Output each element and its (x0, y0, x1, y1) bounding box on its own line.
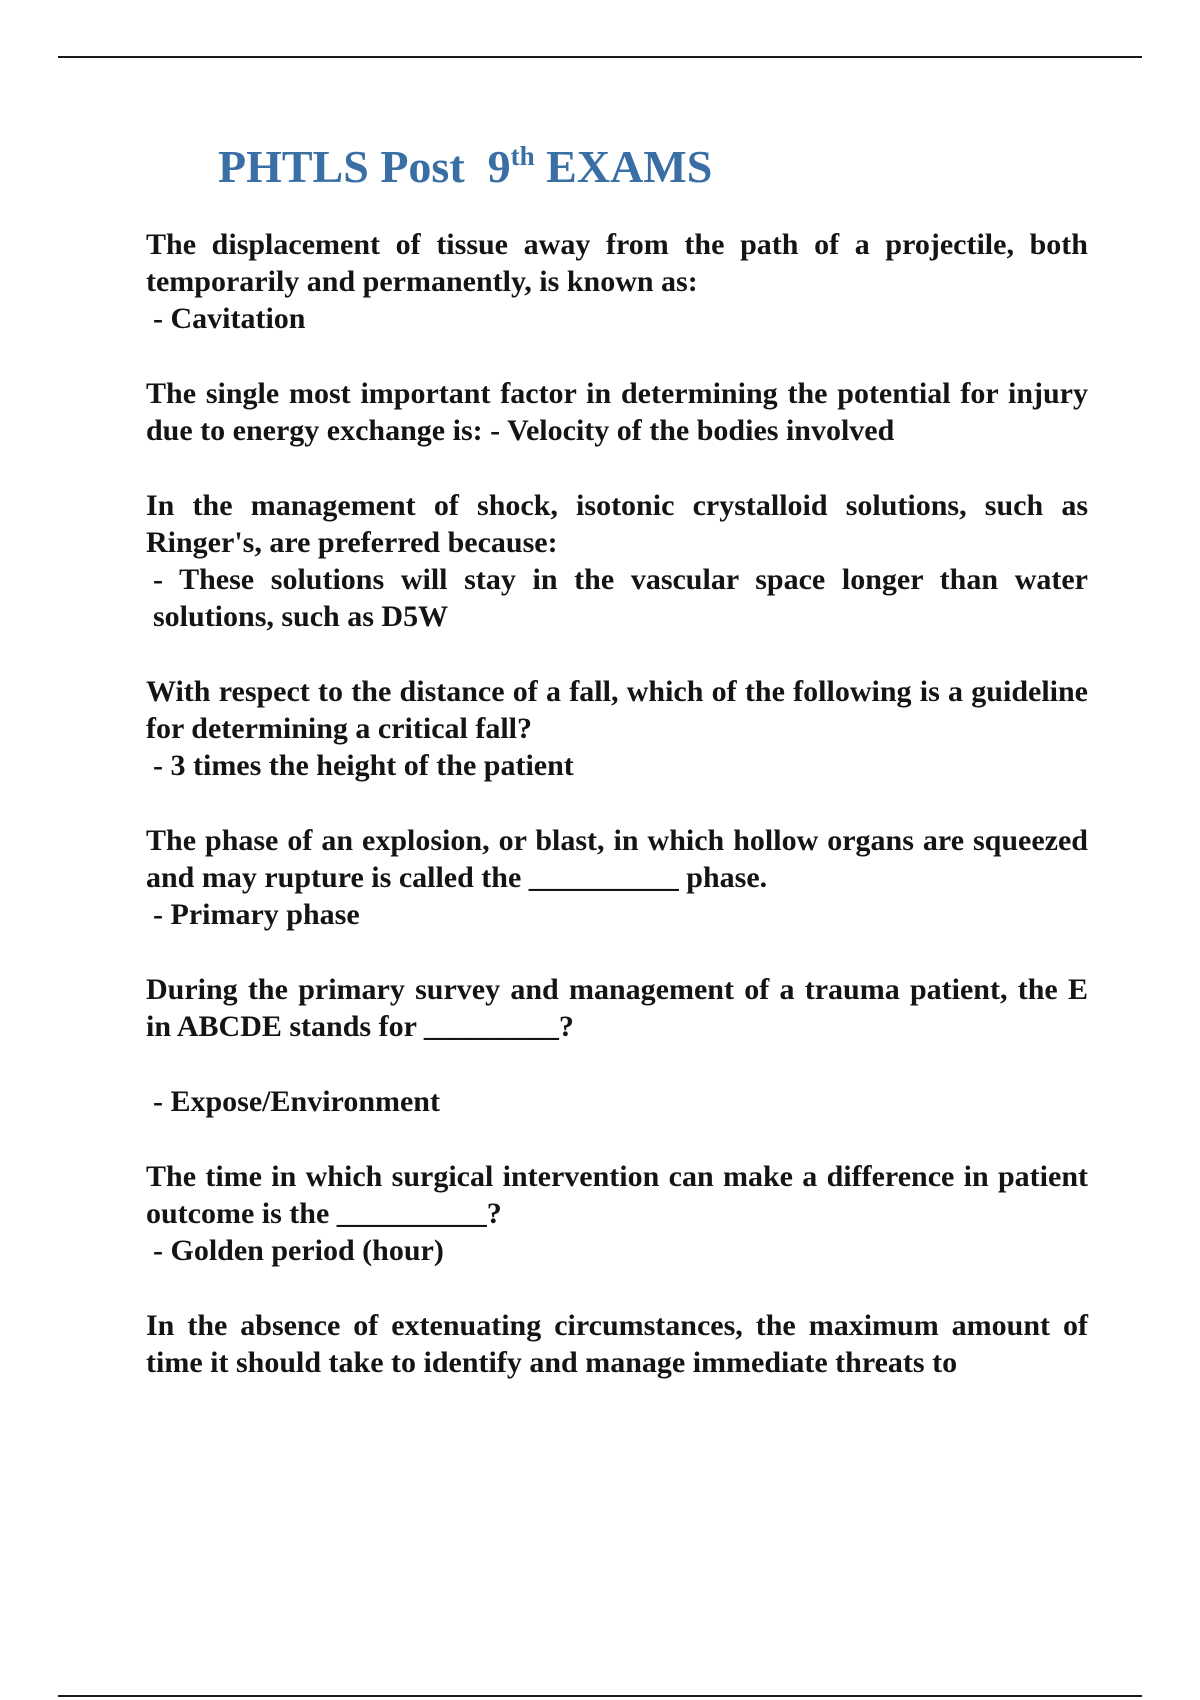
answer-4: - 3 times the height of the patient (153, 749, 574, 782)
qa-item-6 (146, 971, 1088, 1120)
answer-5: - Primary phase (153, 898, 360, 931)
title-superscript: th (510, 141, 535, 171)
qa-item-3 (146, 487, 1088, 635)
answer-7: - Golden period (hour) (153, 1234, 444, 1267)
spacer (146, 635, 1088, 673)
qa-item-4 (146, 673, 1088, 784)
question-5: The phase of an explosion, or blast, in which hollow organs are squeezed and may rupture is called the __________ phase. (146, 824, 1088, 894)
question-1: The displacement of tissue away from the path of a projectile, both temporarily and permanently, is known as: (146, 228, 1088, 298)
question-4: With respect to the distance of a fall, which of the following is a guideline for determining a critical fall? (146, 675, 1088, 745)
spacer (146, 784, 1088, 822)
spacer (146, 1120, 1088, 1158)
spacer (146, 337, 1088, 375)
qa-item-1 (146, 226, 1088, 337)
bottom-rule (58, 1695, 1142, 1697)
title-tail: EXAMS (534, 141, 713, 192)
qa-item-7 (146, 1158, 1088, 1269)
question-8: In the absence of extenuating circumstances, the maximum amount of time it should take to identify and manage immediate threats to (146, 1309, 1088, 1379)
answer-3: - These solutions will stay in the vascular space longer than water solutions, such as D5W (153, 563, 1088, 633)
qa-content (146, 226, 1088, 1381)
qa-item-5 (146, 822, 1088, 933)
answer-6: - Expose/Environment (153, 1085, 440, 1118)
question-7: The time in which surgical intervention can make a difference in patient outcome is the __________? (146, 1160, 1088, 1230)
question-3: In the management of shock, isotonic crystalloid solutions, such as Ringer's, are preferred because: (146, 489, 1088, 559)
question-2: The single most important factor in determining the potential for injury due to energy exchange is: - Velocity of the bodies involved (146, 377, 1088, 447)
spacer (146, 449, 1088, 487)
question-6: During the primary survey and management of a trauma patient, the E in ABCDE stands for _________? (146, 973, 1088, 1043)
title-main: PHTLS Post 9 (218, 141, 511, 192)
qa-item-8 (146, 1307, 1088, 1381)
spacer (146, 1269, 1088, 1307)
spacer (146, 1045, 1088, 1083)
top-rule (58, 56, 1142, 58)
spacer (146, 933, 1088, 971)
answer-1: - Cavitation (153, 302, 306, 335)
page-title (218, 142, 712, 193)
qa-item-2 (146, 375, 1088, 449)
